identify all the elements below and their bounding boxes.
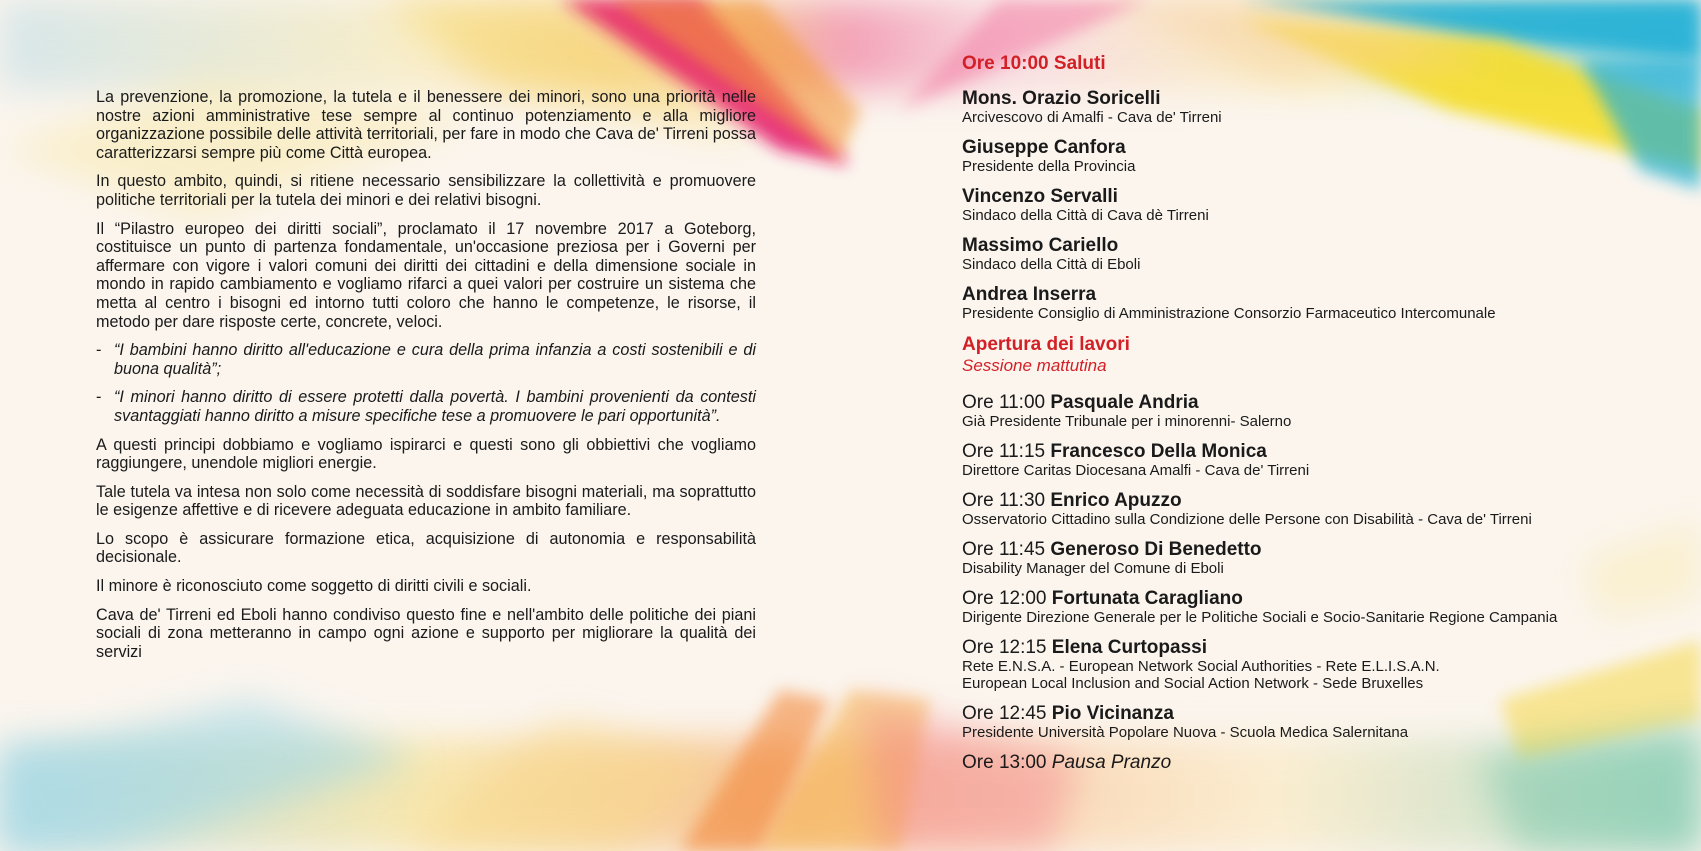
talk-speaker: Enrico Apuzzo: [1050, 490, 1182, 511]
speaker-role: Sindaco della Città di Eboli: [962, 256, 1141, 273]
talk-role: Dirigente Direzione Generale per le Politiche Sociali e Socio-Sanitarie Regione Campania: [962, 609, 1558, 626]
speaker-entry: [962, 285, 1662, 322]
apertura-header: Apertura dei lavori: [962, 334, 1130, 355]
talk-entry: [962, 540, 1662, 577]
talk-role: Presidente Università Popolare Nuova - Scuola Medica Salernitana: [962, 724, 1409, 741]
talk-line: [962, 704, 1662, 724]
speaker-name: Massimo Cariello: [962, 235, 1119, 256]
intro-paragraph: A questi principi dobbiamo e vogliamo ispirarci e questi sono gli obbiettivi che vogliamo raggiungere, unendole migliori energie.: [96, 435, 756, 473]
talk-line: [962, 491, 1662, 511]
speaker-entry: [962, 138, 1662, 175]
speaker-entry: [962, 89, 1662, 126]
talk-line: [962, 638, 1662, 658]
speaker-role: Sindaco della Città di Cava dè Tirreni: [962, 207, 1209, 224]
talk-line: [962, 442, 1662, 462]
talk-entry: [962, 589, 1662, 626]
quote-text: “I minori hanno diritto di essere protetti dalla povertà. I bambini provenienti da contesti svantaggiati hanno diritto a misure specifiche tese a promuovere le pari opportunità”.: [114, 388, 756, 425]
saluti-header: Ore 10:00 Saluti: [962, 53, 1106, 74]
talk-time: Ore 11:45: [962, 539, 1046, 560]
talk-entry: [962, 491, 1662, 528]
program-panel: [962, 53, 1662, 773]
intro-paragraph: Il minore è riconosciuto come soggetto di diritti civili e sociali.: [96, 577, 532, 596]
intro-paragraph: In questo ambito, quindi, si ritiene necessario sensibilizzare la collettività e promuovere politiche territoriali per la tutela dei minori e dei relativi bisogni.: [96, 172, 756, 209]
talk-time: Ore 12:15: [962, 637, 1047, 658]
talk-speaker: Elena Curtopassi: [1051, 637, 1207, 658]
talk-time: Ore 12:45: [962, 703, 1047, 724]
talk-line: [962, 589, 1662, 609]
intro-text-panel: [96, 88, 756, 671]
talk-time: Ore 11:30: [962, 490, 1046, 511]
talk-entry: [962, 393, 1662, 430]
speaker-name: Mons. Orazio Soricelli: [962, 88, 1161, 109]
talk-entry: [962, 638, 1662, 692]
session-subtitle: Sessione mattutina: [962, 356, 1107, 375]
lunch-line: [962, 753, 1662, 773]
quote-item: [96, 341, 756, 378]
lunch-label: Pausa Pranzo: [1051, 752, 1172, 773]
talk-speaker: Pio Vicinanza: [1051, 703, 1174, 724]
intro-paragraph: Il “Pilastro europeo dei diritti sociali”, proclamato il 17 novembre 2017 a Goteborg, costituisce un punto di partenza fondamentale, un'occasione preziosa per i Governi per affermare con vigore i valori comuni dei diritti dei cittadini e della dimensione sociale in mondo in rapido cambiamento e vogliamo rifarci a quei valori per costruire un sistema che metta al centro i bisogni ed intorno tutti coloro che hanno le competenze, le risorse, il metodo per dare risposte certe, concrete, veloci.: [96, 219, 756, 331]
talk-time: Ore 11:15: [962, 441, 1046, 462]
talk-role: Osservatorio Cittadino sulla Condizione delle Persone con Disabilità - Cava de' Tirreni: [962, 511, 1532, 528]
talk-entry: [962, 442, 1662, 479]
talk-role: Già Presidente Tribunale per i minorenni- Salerno: [962, 413, 1292, 430]
speaker-name: Vincenzo Servalli: [962, 186, 1118, 207]
talk-speaker: Generoso Di Benedetto: [1050, 539, 1262, 560]
speaker-name: Andrea Inserra: [962, 284, 1097, 305]
talk-speaker: Fortunata Caragliano: [1051, 588, 1243, 609]
speaker-name: Giuseppe Canfora: [962, 137, 1126, 158]
speaker-entry: [962, 187, 1662, 224]
talk-role: Direttore Caritas Diocesana Amalfi - Cava de' Tirreni: [962, 462, 1310, 479]
quote-item: [96, 388, 756, 425]
intro-paragraph: Tale tutela va intesa non solo come necessità di soddisfare bisogni materiali, ma soprattutto le esigenze affettive e di ricevere adeguata educazione in ambito familiare.: [96, 482, 756, 520]
talk-role: European Local Inclusion and Social Action Network - Sede Bruxelles: [962, 675, 1424, 692]
speaker-role: Presidente della Provincia: [962, 158, 1136, 175]
intro-paragraph: Cava de' Tirreni ed Eboli hanno condiviso questo fine e nell'ambito delle politiche dei piani sociali di zona metteranno in campo ogni azione e supporto per migliorare la qualità dei servizi: [96, 605, 756, 661]
talk-speaker: Francesco Della Monica: [1050, 441, 1267, 462]
talk-line: [962, 540, 1662, 560]
speaker-role: Presidente Consiglio di Amministrazione Consorzio Farmaceutico Intercomunale: [962, 305, 1496, 322]
speaker-entry: [962, 236, 1662, 273]
talk-time: Ore 11:00: [962, 392, 1051, 413]
talk-line: [962, 393, 1662, 413]
talk-speaker: Pasquale Andria: [1050, 392, 1199, 413]
intro-paragraph: La prevenzione, la promozione, la tutela e il benessere dei minori, sono una priorità nelle nostre azioni amministrative tese sempre al continuo potenziamento e alla migliore organizzazione possibile delle attività territoriali, per fare in modo che Cava de' Tirreni possa caratterizzarsi sempre più come Città europea.: [96, 88, 756, 162]
bullet-dash: -: [96, 388, 102, 407]
talk-entry: [962, 704, 1662, 741]
quote-text: “I bambini hanno diritto all'educazione e cura della prima infanzia a costi sostenibili e di buona qualità”;: [114, 341, 756, 378]
intro-paragraph: Lo scopo è assicurare formazione etica, acquisizione di autonomia e responsabilità decisionale.: [96, 529, 756, 567]
bullet-dash: -: [96, 341, 102, 360]
lunch-time: Ore 13:00: [962, 752, 1047, 773]
talk-time: Ore 12:00: [962, 588, 1047, 609]
talk-role: Disability Manager del Comune di Eboli: [962, 560, 1224, 577]
talk-role: Rete E.N.S.A. - European Network Social Authorities - Rete E.L.I.S.A.N.: [962, 658, 1440, 675]
speaker-role: Arcivescovo di Amalfi - Cava de' Tirreni: [962, 109, 1222, 126]
